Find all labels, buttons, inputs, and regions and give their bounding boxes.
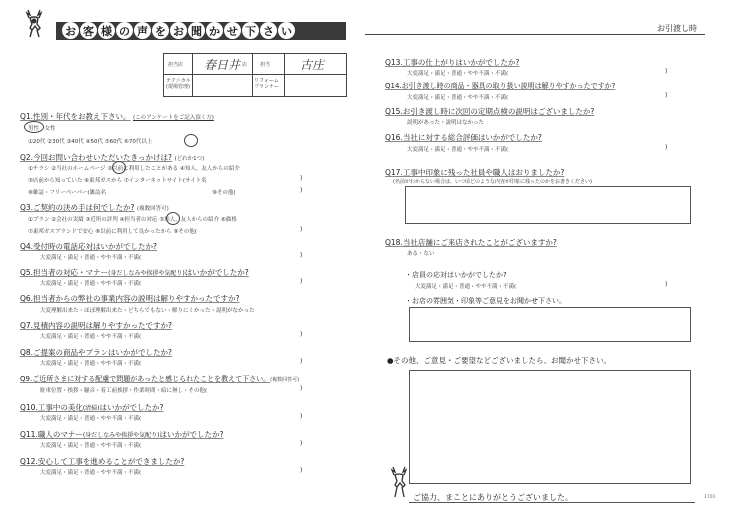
delivery-header: お引渡し時: [657, 24, 697, 33]
staff-info-table: [163, 53, 347, 97]
q10-text2: はいかがでしたか?: [99, 403, 164, 412]
q4-paren-close: ): [300, 252, 303, 259]
store-suffix: 店: [242, 62, 248, 68]
q18-answer-box[interactable]: [409, 307, 691, 342]
q9-options[interactable]: 駐車位置・挨拶・騒音・着工前挨拶・作業時間・暗に無し・その他(: [40, 388, 208, 394]
q3-note: (複数回答可): [136, 206, 169, 212]
q1-text: Q1.性別・年代をお教え下さい。: [20, 112, 131, 121]
store-value[interactable]: 春日井: [204, 58, 241, 72]
deer-logo-icon: [18, 6, 52, 40]
q8-text: Q8.ご提案の商品やプランはいかがでしたか?: [20, 348, 173, 357]
title-char: お: [62, 22, 79, 39]
q1-gender-options[interactable]: 男性 女性: [28, 126, 56, 132]
store-label: 担当店: [168, 62, 184, 68]
question-12: [20, 456, 184, 467]
thanks-message: ご協力、まことにありがとうございました。: [413, 493, 573, 502]
q18-sub1-scale[interactable]: 大変満足・満足・普通・やや不満・不満(: [415, 284, 517, 290]
q15-text: Q15.お引き渡し時に次回の定期点検の説明はございましたか?: [385, 107, 595, 116]
q7-paren-close: ): [300, 331, 303, 338]
q2-paren-close-2: ): [300, 187, 303, 194]
q2-options-row3b[interactable]: ⑨その他(: [212, 190, 236, 196]
q10-scale[interactable]: 大変満足・満足・普通・やや不満・不満(: [40, 416, 142, 422]
q10-text: Q10.工事中の美化: [20, 403, 83, 412]
q10-note: (清掃): [82, 405, 100, 412]
q10-paren-close: ): [300, 413, 303, 420]
title-char: 聞: [188, 22, 205, 39]
q17-text: Q17.工事中印象に残った社員や職人はおりましたか?: [385, 168, 565, 177]
question-8: [20, 347, 172, 358]
q12-scale[interactable]: 大変満足・満足・普通・やや不満・不満(: [40, 470, 142, 476]
title-char: を: [152, 22, 169, 39]
title-char: せ: [224, 22, 241, 39]
q13-scale[interactable]: 大変満足・満足・普通・やや不満・不満(: [407, 71, 509, 77]
q5-note: (身だしなみや挨拶や気配り): [108, 270, 185, 277]
q3-options-row2[interactable]: ⑦東邦ガスブランドで安心 ⑧以前に利用して良かったから ⑨その他(: [28, 229, 197, 235]
question-3: [20, 202, 169, 213]
q16-scale[interactable]: 大変満足・満足・普通・やや不満・不満(: [407, 147, 509, 153]
q14-text: Q14.お引き渡し時の商品・器具の取り扱い説明は解りやすかったですか?: [385, 82, 616, 90]
q5-scale[interactable]: 大変満足・満足・普通・やや不満・不満(: [40, 281, 142, 287]
title-char: 客: [80, 22, 97, 39]
q7-text: Q7.見積内容の説明は解りやすかったですか?: [20, 321, 173, 330]
q11-text: Q11.職人のマナー: [20, 430, 83, 439]
deer-footer-icon: [385, 464, 415, 500]
q4-text: Q4.受付時の電話応対はいかがでしたか?: [20, 242, 158, 251]
title-char: 声: [134, 22, 151, 39]
q3-paren-close: ): [300, 226, 303, 233]
q2-paren-close: ): [300, 175, 303, 182]
title-char: の: [116, 22, 133, 39]
q11-text2: はいかがでしたか?: [159, 430, 224, 439]
q8-scale[interactable]: 大変満足・満足・普通・やや不満・不満(: [40, 361, 142, 367]
q4-scale[interactable]: 大変満足・満足・普通・やや不満・不満(: [40, 255, 142, 261]
question-11: [20, 429, 224, 440]
selection-circle: [112, 161, 126, 174]
question-4: [20, 241, 157, 252]
question-10: [20, 402, 164, 413]
q15-options[interactable]: 説明があった・説明はなかった: [407, 120, 484, 126]
q14-paren-close: ): [665, 92, 668, 99]
footer-rule: [409, 502, 695, 503]
q5-text: Q5.担当者の対応・マナー: [20, 268, 109, 277]
q2-options-row1[interactable]: ①チラシ ②当社のホームページ ③以前に利用したことがある ④知人、友人からの紹介: [28, 166, 240, 172]
title-char: 下: [242, 22, 259, 39]
q8-paren-close: ): [300, 358, 303, 365]
q6-text: Q6.担当者からの弊社の事業内容の説明は解りやすかったですか?: [20, 294, 240, 303]
q17-answer-box[interactable]: [405, 186, 691, 224]
q2-note: (どれか1つ): [174, 156, 205, 162]
title-char: 様: [98, 22, 115, 39]
q6-options[interactable]: 大変理解出来た・ほぼ理解出来た・どちらでもない・解りにくかった・説明がなかった: [40, 308, 255, 314]
question-6: [20, 293, 240, 304]
selection-circle: [184, 134, 198, 147]
q3-text: Q3.ご契約の決め手は何でしたか?: [20, 203, 135, 212]
question-13: [385, 57, 519, 68]
staff-value[interactable]: 古庄: [300, 58, 325, 72]
question-16: [385, 132, 542, 143]
title-char: い: [278, 22, 295, 39]
q11-scale[interactable]: 大変満足・満足・普通・やや不満・不満(: [40, 443, 142, 449]
q2-text: Q2.今回お問い合わせいただいたきっかけは?: [20, 153, 173, 162]
reform-label: リフォーム プランナー: [254, 78, 280, 90]
question-15: [385, 106, 594, 117]
q2-options-row3[interactable]: ⑧雑誌・フリーペーパー(雑誌名: [28, 190, 107, 196]
tech-label: テクニカル (現場管理): [166, 78, 191, 90]
question-5: [20, 267, 249, 278]
q18-text: Q18.当社店舗にご来店されたことがございますか?: [385, 238, 557, 247]
q9-note: (複数回答可): [270, 377, 300, 383]
title-char: さ: [260, 22, 277, 39]
question-2: [20, 152, 204, 163]
header-rule: [365, 34, 705, 35]
q18-paren-close: ): [665, 281, 668, 288]
q1-note: (このアンケートをご記入頂く方): [132, 115, 214, 121]
q18-sub2: ・お店の雰囲気・印象等ご意見をお聞かせ下さい。: [405, 297, 566, 305]
selection-circle: [24, 121, 44, 133]
q1-age-options[interactable]: ①20代 ②30代 ③40代 ④50代 ⑤60代 ⑥70代以上: [28, 139, 153, 145]
question-18: [385, 237, 557, 248]
question-9: [20, 374, 299, 384]
q11-note: (身だしなみや挨拶や気配り): [82, 432, 160, 439]
q11-paren-close: ): [300, 440, 303, 447]
q5-text2: はいかがでしたか?: [184, 268, 249, 277]
other-comments-box[interactable]: [409, 370, 691, 484]
q14-scale[interactable]: 大変満足・満足・普通・やや不満・不満(: [407, 95, 509, 101]
q2-options-row2[interactable]: ⑤店前から知っていた ⑥東邦ガスから ⑦インターネットサイト(サイト名: [28, 178, 207, 184]
q3-options-row1[interactable]: ①プラン ②会社の実績 ③近所の評判 ④担当者の対応 ⑤知人、友人からの紹介 ⑥価格: [28, 217, 237, 223]
question-14: [385, 81, 615, 91]
form-code: 1701: [704, 495, 716, 500]
q9-paren-close: ): [300, 385, 303, 392]
other-comments-label: ●その他、ご意見・ご要望などございましたら、お聞かせ下さい。: [387, 356, 612, 365]
selection-circle: [166, 212, 180, 225]
question-7: [20, 320, 172, 331]
q16-paren-close: ): [665, 144, 668, 151]
q17-note: (名前がわからない場合は、いつ頃どのような内容が印象に残ったのかをお書きください): [393, 179, 592, 185]
page-title: [62, 22, 295, 39]
title-char: お: [170, 22, 187, 39]
q9-text: Q9.ご近所さまに対する配慮で問題があったと感じられたことを教えて下さい。: [20, 375, 271, 383]
q18-options[interactable]: ある・ない: [407, 251, 435, 257]
q13-paren-close: ): [665, 68, 668, 75]
q13-text: Q13.工事の仕上がりはいかがでしたか?: [385, 58, 520, 67]
q7-scale[interactable]: 大変満足・満足・普通・やや不満・不満(: [40, 334, 142, 340]
right-page: [365, 0, 730, 513]
q5-paren-close: ): [300, 278, 303, 285]
question-1: [20, 111, 214, 122]
q12-text: Q12.安心して工事を進めることができましたか?: [20, 457, 185, 466]
q18-sub1: ・店員の応対はいかがでしたか?: [405, 271, 507, 279]
title-char: か: [206, 22, 223, 39]
q16-text: Q16.当社に対する総合評価はいかがでしたか?: [385, 133, 542, 142]
question-17: [385, 167, 564, 178]
q12-paren-close: ): [300, 467, 303, 474]
staff-label: 担当: [260, 62, 271, 68]
